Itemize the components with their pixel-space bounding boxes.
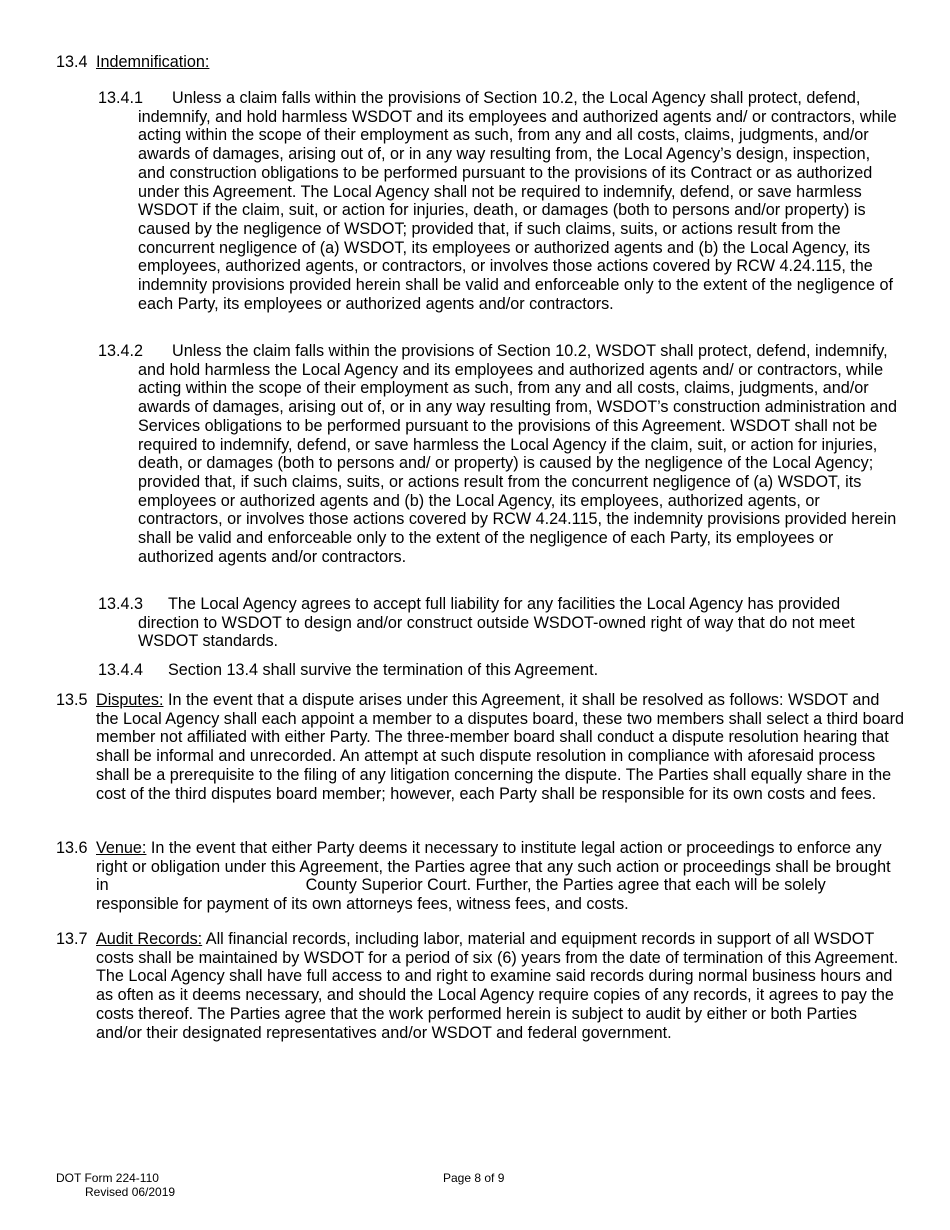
subsection-number: 13.4.4 <box>98 661 144 679</box>
subsection-text: Section 13.4 shall survive the termination of this Agreement. <box>168 661 599 679</box>
footer-revised-date: Revised 06/2019 <box>85 1185 176 1199</box>
subsection-13-4-4 <box>98 661 898 680</box>
section-number: 13.5 <box>56 691 88 709</box>
section-paragraph <box>96 930 906 1042</box>
footer-page-number: Page 8 of 9 <box>443 1171 505 1185</box>
section-title: Disputes: <box>96 691 164 709</box>
section-text: All financial records, including labor, material and equipment records in support of all WSDOT costs shall be maintained by WSDOT for a period of six (6) years from the date of termination of this Agreement. The Local Agency shall have full access to and right to examine said records during normal business hours and as often as it deems necessary, and should the Local Agency require copies of any records, it agrees to pay the costs thereof. The Parties agree that the work performed herein is subject to audit by either or both Parties and/or their designated representatives and/or WSDOT and federal government. <box>96 930 899 1042</box>
section-number: 13.7 <box>56 930 88 948</box>
subsection-number: 13.4.2 <box>98 342 144 360</box>
subsection-13-4-1 <box>98 89 898 313</box>
section-13-6 <box>56 839 906 914</box>
section-number: 13.6 <box>56 839 88 857</box>
subsection-text: The Local Agency agrees to accept full liability for any facilities the Local Agency has provided direction to WSDOT to design and/or construct outside WSDOT-owned right of way that do not meet WSDOT standards. <box>138 595 855 651</box>
footer-form-number: DOT Form 224-110 <box>56 1171 159 1185</box>
section-13-7 <box>56 930 906 1042</box>
subsection-paragraph <box>98 89 898 313</box>
subsection-paragraph <box>98 595 898 651</box>
subsection-paragraph <box>98 342 898 566</box>
subsection-text: Unless a claim falls within the provisions of Section 10.2, the Local Agency shall protect, defend, indemnify, and hold harmless WSDOT and its employees and authorized agents and/ or contractors, while acting within the scope of their employment as such, from any and all costs, claims, judgments, and/or awards of damages, arising out of, or in any way resulting from, the Local Agency’s design, inspection, and construction obligations to be performed pursuant to the provisions of its Contract or as authorized under this Agreement. The Local Agency shall not be required to indemnify, defend, or save harmless WSDOT if the claim, suit, or action for injuries, death, or damages (both to persons and/or property) is caused by the negligence of WSDOT; provided that, if such claims, suits, or actions result from the concurrent negligence of (a) WSDOT, its employees or authorized agents and (b) the Local Agency, its employees, authorized agents, or contractors, or involves those actions covered by RCW 4.24.115, the indemnity provisions provided herein shall be valid and enforceable only to the extent of the negligence of each Party, its employees or authorized agents and/or contractors. <box>138 89 897 313</box>
subsection-number: 13.4.1 <box>98 89 144 107</box>
section-13-5 <box>56 691 906 803</box>
section-paragraph <box>96 691 906 803</box>
subsection-paragraph <box>98 661 898 680</box>
section-text: In the event that a dispute arises under this Agreement, it shall be resolved as follows: WSDOT and the Local Agency shall each appoint a member to a disputes board, these two members shall select a third board member not affiliated with either Party. The three-member board shall conduct a dispute resolution hearing that shall be informal and unrecorded. An attempt at such dispute resolution in compliance with aforesaid process shall be a prerequisite to the filing of any litigation concerning the dispute. The Parties shall equally share in the cost of the third disputes board member; however, each Party shall be responsible for its own costs and fees. <box>96 691 905 803</box>
section-paragraph <box>96 839 906 914</box>
subsection-number: 13.4.3 <box>98 595 144 613</box>
section-title: Indemnification: <box>96 53 210 71</box>
subsection-text: Unless the claim falls within the provisions of Section 10.2, WSDOT shall protect, defend, indemnify, and hold harmless the Local Agency and its employees and authorized agents and/ or contractors, while acting within the scope of their employment as such, from any and all costs, claims, judgments, and/or awards of damages, arising out of, or in any way resulting from, WSDOT’s construction administration and Services obligations to be performed pursuant to the provisions of this Agreement. WSDOT shall not be required to indemnify, defend, or save harmless the Local Agency if the claim, suit, or action for injuries, death, or damages (both to persons and/ or property) is caused by the negligence of the Local Agency; provided that, if such claims, suits, or actions result from the concurrent negligence of (a) WSDOT, its employees or authorized agents and (b) the Local Agency, its employees, authorized agents, or contractors, or involves those actions covered by RCW 4.24.115, the indemnity provisions provided herein shall be valid and enforceable only to the extent of the negligence of each Party, its employees or authorized agents and/or contractors. <box>138 342 898 566</box>
section-text: In the event that either Party deems it necessary to institute legal action or proceedings to enforce any right or obligation under this Agreement, the Parties agree that any such action or proceedings shall be brought in <box>96 839 891 895</box>
section-number: 13.4 <box>56 53 88 71</box>
section-title: Audit Records: <box>96 930 203 948</box>
subsection-13-4-2 <box>98 342 898 566</box>
section-13-4-heading <box>56 53 906 72</box>
subsection-13-4-3 <box>98 595 898 651</box>
section-text-after: County Superior Court. Further, the Parties agree that each will be solely responsible for payment of its own attorneys fees, witness fees, and costs. <box>96 876 826 914</box>
section-title: Venue: <box>96 839 147 857</box>
